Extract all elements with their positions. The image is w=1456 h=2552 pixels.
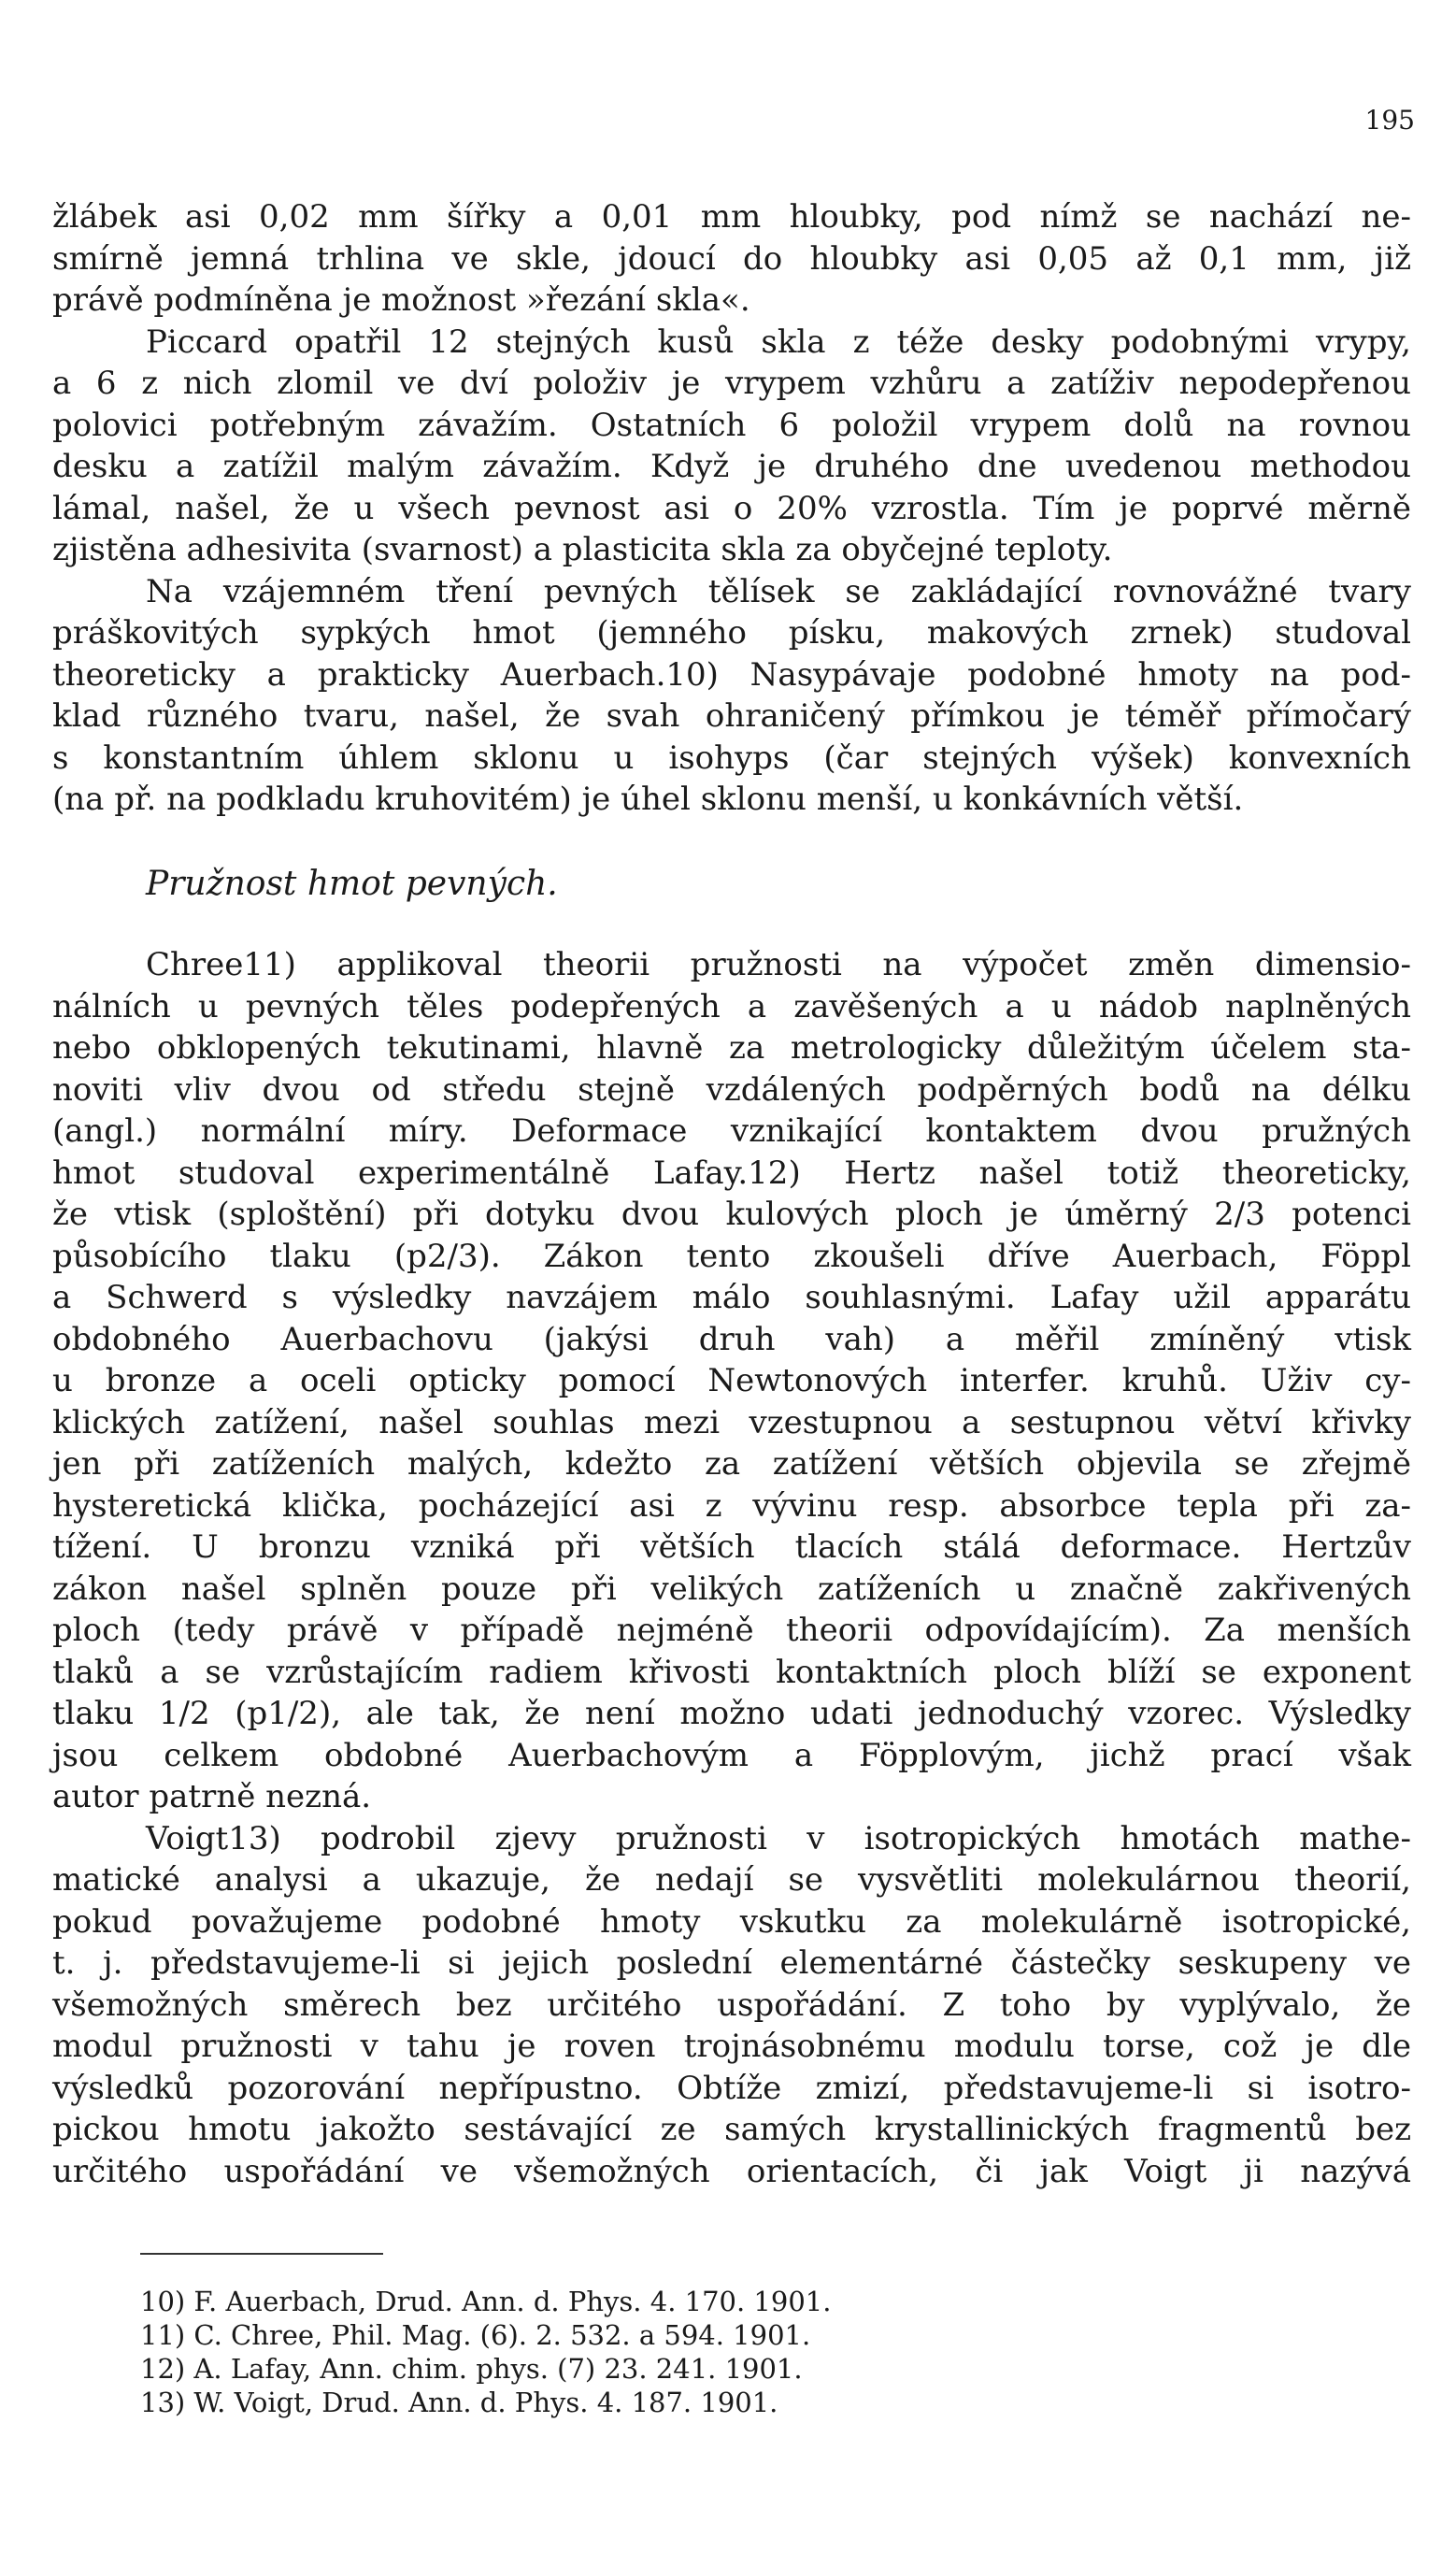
text-line: Na vzájemném tření pevných tělísek se zakládající rovnovážné tvary (146, 572, 1411, 610)
text-line: ploch (tedy právě v případě nejméně theorii odpovídajícím). Za menších (52, 1612, 1411, 1649)
paragraph-4 (52, 944, 1411, 1818)
text-line: hmot studoval experimentálně Lafay.12) Hertz našel totiž theoreticky, (52, 1154, 1411, 1192)
text-line: Piccard opatřil 12 stejných kusů skla z téže desky podobnými vrypy, (146, 323, 1411, 361)
text-line: Chree11) applikoval theorii pružnosti na výpočet změn dimensio- (146, 946, 1411, 983)
text-line: nálních u pevných těles podepřených a zavěšených a u nádob naplněných (52, 987, 1411, 1025)
text-line: určitého uspořádání ve všemožných orientacích, či jak Voigt ji nazývá (52, 2152, 1411, 2190)
text-line: tlaku 1/2 (p1/2), ale tak, že není možno udati jednoduchý vzorec. Výsledky (52, 1695, 1411, 1732)
text-line: hysteretická klička, pocházející asi z vývinu resp. absorbce tepla při za- (52, 1486, 1411, 1525)
text-line: theoreticky a prakticky Auerbach.10) Nasypávaje podobné hmoty na pod- (52, 655, 1411, 694)
text-line: matické analysi a ukazuje, že nedají se vysvětliti molekulárnou theorií, (52, 1861, 1411, 1899)
text-line: lámal, našel, že u všech pevnost asi o 20% vzrostla. Tím je poprvé měrně (52, 489, 1411, 527)
text-line: autor patrně nezná. (52, 1778, 372, 1815)
text-line: tlaků a se vzrůstajícím radiem křivosti kontaktních ploch blíží se exponent (52, 1653, 1411, 1691)
paragraph-2 (52, 322, 1411, 571)
paragraph-1 (52, 196, 1411, 322)
text-line: působícího tlaku (p2/3). Zákon tento zkoušeli dříve Auerbach, Föppl (52, 1237, 1411, 1275)
text-line: jen při zatíženích malých, kdežto za zatížení větších objevila se zřejmě (52, 1445, 1411, 1483)
text-line: pickou hmotu jakožto sestávající ze samých krystallinických fragmentů bez (52, 2111, 1411, 2148)
footnote-divider (140, 2253, 383, 2255)
text-line: u bronze a oceli opticky pomocí Newtonových interfer. kruhů. Uživ cy- (52, 1362, 1411, 1399)
text-line: noviti vliv dvou od středu stejně vzdálených podpěrných bodů na délku (52, 1070, 1411, 1109)
text-line: nebo obklopených tekutinami, hlavně za metrologicky důležitým účelem sta- (52, 1029, 1411, 1067)
text-line: desku a zatížil malým závažím. Když je druhého dne uvedenou methodou (52, 448, 1411, 485)
section-heading: Pružnost hmot pevných. (146, 864, 558, 903)
text-line: právě podmíněna je možnost »řezání skla«. (52, 281, 750, 319)
text-line: modul pružnosti v tahu je roven trojnásobnému modulu torse, což je dle (52, 2028, 1411, 2065)
body-text (52, 196, 1411, 2192)
footnote: 12) A. Lafay, Ann. chim. phys. (7) 23. 241. 1901. (140, 2353, 803, 2385)
text-line: tížení. U bronzu vzniká při větších tlacích stálá deformace. Hertzův (52, 1528, 1411, 1566)
text-line: klad různého tvaru, našel, že svah ohraničený přímkou je téměř přímočarý (52, 697, 1411, 735)
text-line: (na př. na podkladu kruhovitém) je úhel sklonu menší, u konkávních větší. (52, 781, 1244, 818)
text-line: (angl.) normální míry. Deformace vznikající kontaktem dvou pružných (52, 1112, 1411, 1150)
text-line: zákon našel splněn pouze při velikých zatíženích u značně zakřivených (52, 1570, 1411, 1608)
text-line: polovici potřebným závažím. Ostatních 6 položil vrypem dolů na rovnou (52, 406, 1411, 444)
text-line: s konstantním úhlem sklonu u isohyps (čar stejných výšek) konvexních (52, 738, 1411, 777)
text-line: jsou celkem obdobné Auerbachovým a Föpplovým, jichž prací však (52, 1736, 1411, 1774)
text-line: Voigt13) podrobil zjevy pružnosti v isotropických hmotách mathe- (146, 1819, 1411, 1857)
paragraph-5 (52, 1818, 1411, 2193)
text-line: a 6 z nich zlomil ve dví položiv je vrypem vzhůru a zatíživ nepodepřenou (52, 365, 1411, 402)
text-line: všemožných směrech bez určitého uspořádání. Z toho by vyplývalo, že (52, 1986, 1411, 2024)
text-line: že vtisk (sploštění) při dotyku dvou kulových ploch je úměrný 2/3 potenci (52, 1196, 1411, 1233)
text-line: zjistěna adhesivita (svarnost) a plasticita skla za obyčejné teploty. (52, 531, 1113, 568)
page-number: 195 (1364, 105, 1415, 136)
text-line: t. j. představujeme-li si jejich poslední elementárné částečky seskupeny ve (52, 1944, 1411, 1982)
text-line: žlábek asi 0,02 mm šířky a 0,01 mm hloubky, pod nímž se nachází ne- (52, 198, 1411, 236)
text-line: a Schwerd s výsledky navzájem málo souhlasnými. Lafay užil apparátu (52, 1279, 1411, 1316)
footnote: 11) C. Chree, Phil. Mag. (6). 2. 532. a 594. 1901. (140, 2319, 811, 2351)
text-line: obdobného Auerbachovu (jakýsi druh vah) a měřil zmíněný vtisk (52, 1320, 1411, 1358)
text-line: výsledků pozorování nepřípustno. Obtíže zmizí, představujeme-li si isotro- (52, 2069, 1411, 2107)
footnotes (140, 2285, 1262, 2419)
text-line: smírně jemná trhlina ve skle, jdoucí do hloubky asi 0,05 až 0,1 mm, již (52, 239, 1411, 278)
paragraph-3 (52, 571, 1411, 821)
text-line: pokud považujeme podobné hmoty vskutku za molekulárně isotropické, (52, 1902, 1411, 1941)
footnote: 10) F. Auerbach, Drud. Ann. d. Phys. 4. 170. 1901. (140, 2286, 832, 2317)
text-line: práškovitých sypkých hmot (jemného písku, makových zrnek) studoval (52, 614, 1411, 652)
text-line: klických zatížení, našel souhlas mezi vzestupnou a sestupnou větví křivky (52, 1403, 1411, 1441)
footnote: 13) W. Voigt, Drud. Ann. d. Phys. 4. 187. 1901. (140, 2387, 778, 2418)
